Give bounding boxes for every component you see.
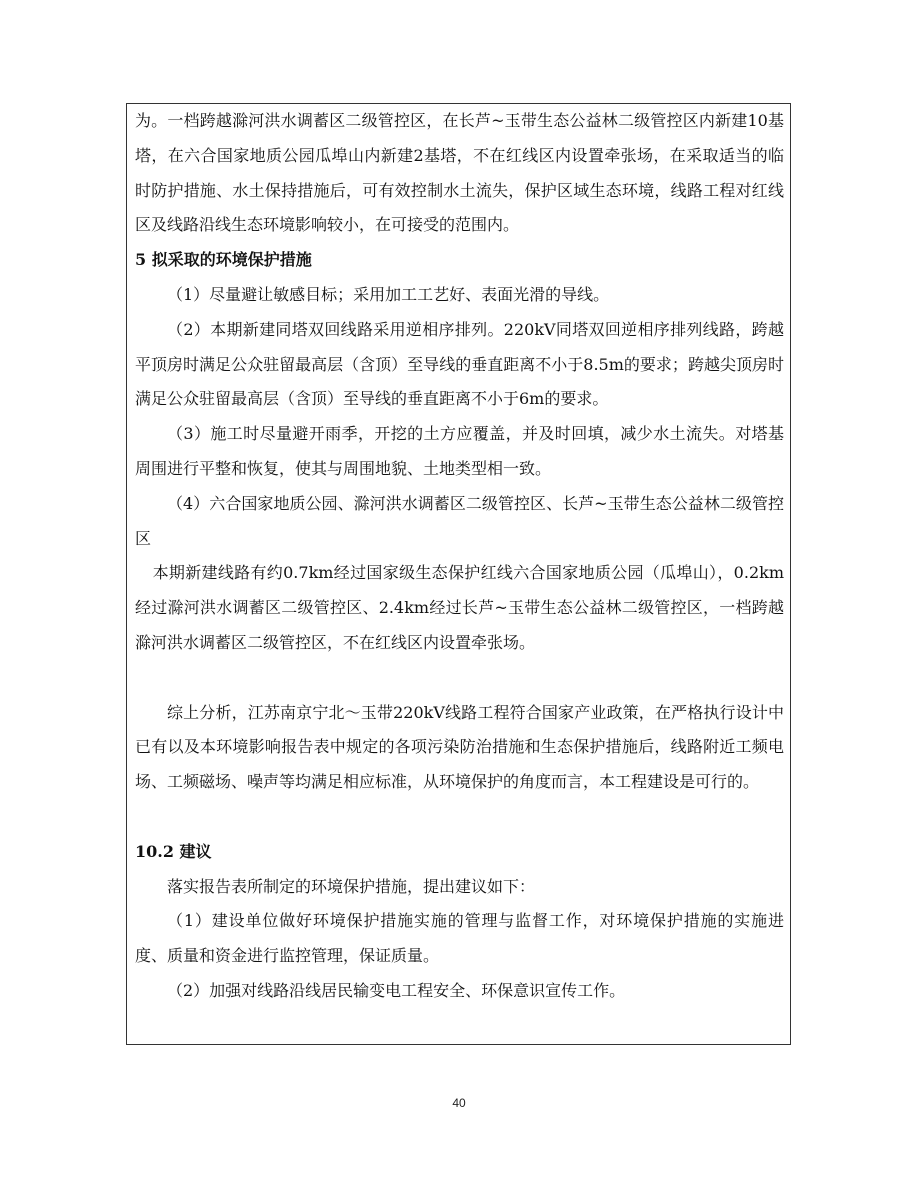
measure-item-1: （1）尽量避让敏感目标；采用加工工艺好、表面光滑的导线。 [167, 284, 610, 304]
measure-item-4: （4）六合国家地质公园、滁河洪水调蓄区二级管控区、长芦~玉带生态公益林二级管控区 [135, 493, 784, 548]
blank-line [135, 800, 784, 835]
measure-item-2: （2）本期新建同塔双回线路采用逆相序排列。220kV同塔双回逆相序排列线路，跨越平顶房时满足公众驻留最高层（含顶）至导线的垂直距离不小于8.5m的要求；跨越尖顶房时满足公众驻留最高层（含顶）至导线的垂直距离不小于6m的要求。 [135, 319, 784, 409]
paragraph-route-through-zones: 本期新建线路有约0.7km经过国家级生态保护红线六合国家地质公园（瓜埠山），0.2km经过滁河洪水调蓄区二级管控区、2.4km经过长芦~玉带生态公益林二级管控区，一档跨越滁河洪水调蓄区二级管控区，不在红线区内设置牵张场。 [135, 563, 784, 652]
section-heading-suggestions: 10.2 建议 [135, 841, 212, 861]
measure-item-3: （3）施工时尽量避开雨季，开挖的土方应覆盖，并及时回填，减少水土流失。对塔基周围进行平整和恢复，使其与周围地貌、土地类型相一致。 [135, 424, 784, 478]
document-body [135, 104, 784, 1009]
suggestion-item-1: （1）建设单位做好环境保护措施实施的管理与监督工作，对环境保护措施的实施进度、质量和资金进行监控管理，保证质量。 [135, 911, 784, 966]
section-heading-protection-measures: 5 拟采取的环境保护措施 [135, 250, 312, 270]
blank-line [135, 661, 784, 696]
suggestion-item-2: （2）加强对线路沿线居民输变电工程安全、环保意识宣传工作。 [167, 980, 626, 1000]
page-number: 40 [452, 1096, 466, 1110]
paragraph-conclusion: 综上分析，江苏南京宁北～玉带220kV线路工程符合国家产业政策，在严格执行设计中已有以及本环境影响报告表中规定的各项污染防治措施和生态保护措施后，线路附近工频电场、工频磁场、噪声等均满足相应标准，从环境保护的角度而言，本工程建设是可行的。 [135, 702, 784, 792]
paragraph-ecological-impact: 为。一档跨越滁河洪水调蓄区二级管控区，在长芦~玉带生态公益林二级管控区内新建10基塔，在六合国家地质公园瓜埠山内新建2基塔，不在红线区内设置牵张场，在采取适当的临时防护措施、水土保持措施后，可有效控制水土流失，保护区域生态环境，线路工程对红线区及线路沿线生态环境影响较小，在可接受的范围内。 [135, 111, 784, 235]
content-table-frame [126, 103, 791, 1045]
suggestions-intro: 落实报告表所制定的环境保护措施，提出建议如下： [167, 876, 536, 896]
